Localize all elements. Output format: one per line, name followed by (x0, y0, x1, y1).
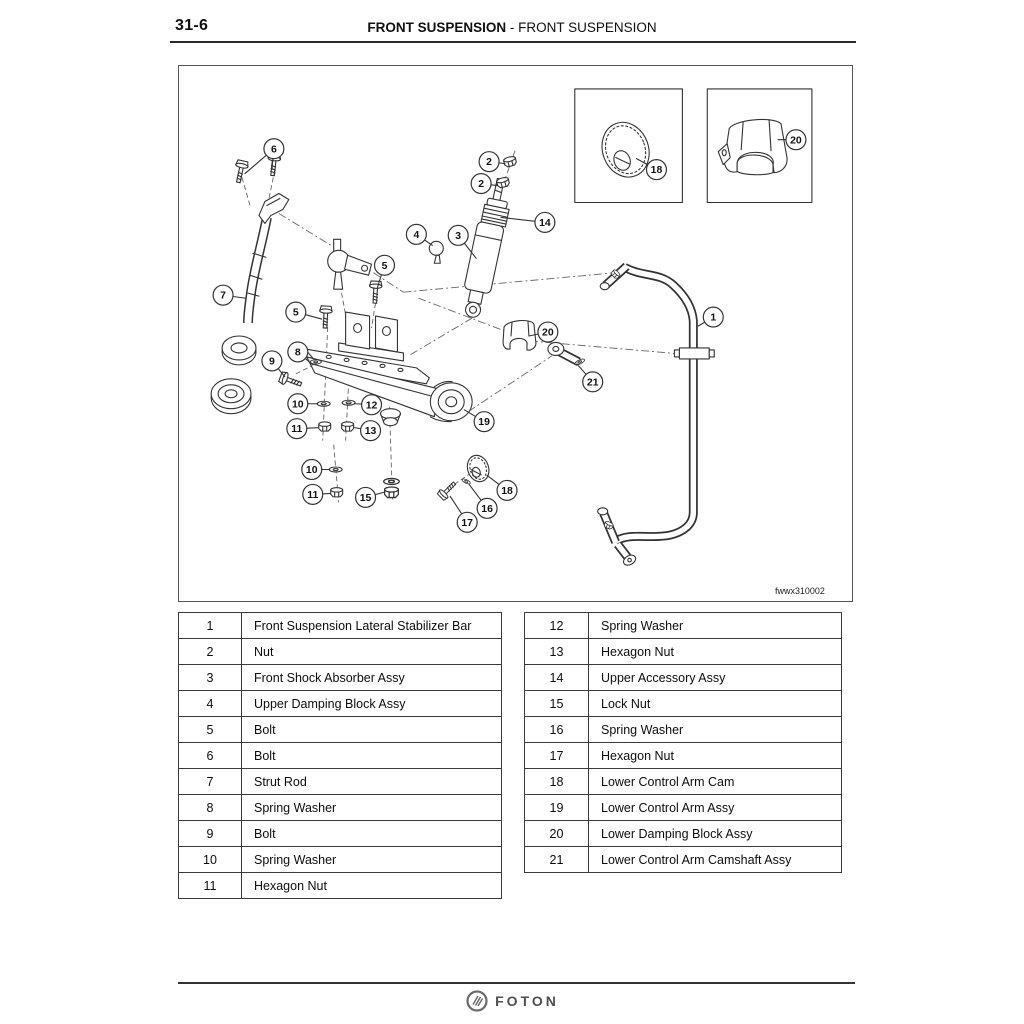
svg-text:19: 19 (478, 417, 490, 429)
figure-code: fwwx310002 (775, 586, 825, 597)
part-name: Spring Washer (589, 613, 842, 639)
svg-text:2: 2 (486, 157, 493, 169)
callout-12 (356, 395, 382, 415)
svg-text:11: 11 (291, 424, 303, 436)
callout-16 (469, 484, 497, 518)
front-suspension-exploded-view (179, 66, 852, 601)
parts-table-row (179, 795, 502, 821)
svg-text:6: 6 (270, 144, 277, 156)
parts-table-row (179, 691, 502, 717)
part-number: 18 (525, 769, 589, 795)
part-number: 2 (179, 639, 242, 665)
part-name: Lock Nut (589, 691, 842, 717)
parts-table-row (179, 613, 502, 639)
parts-table-row (525, 717, 842, 743)
callout-10 (302, 460, 330, 480)
part-number: 4 (179, 691, 242, 717)
hexagon-nut-11a (319, 422, 331, 431)
callout-9 (262, 351, 285, 377)
svg-text:10: 10 (305, 465, 318, 477)
part-number: 3 (179, 665, 242, 691)
parts-table-left-body (179, 613, 502, 899)
callout-19 (464, 410, 494, 432)
strut-rod-bushing-upper (222, 336, 256, 365)
foton-wordmark: FOTON (495, 993, 559, 1009)
parts-table-right (524, 612, 842, 873)
spring-washer-12 (342, 400, 355, 405)
part-name: Lower Control Arm Cam (589, 769, 842, 795)
part-name: Hexagon Nut (589, 743, 842, 769)
svg-text:15: 15 (359, 492, 372, 504)
part-number: 13 (525, 639, 589, 665)
spring-washer-16 (461, 478, 471, 485)
section-title: FRONT SUSPENSION (367, 20, 507, 35)
parts-table-row (179, 639, 502, 665)
callout-11 (303, 484, 331, 504)
header-rule (170, 41, 856, 43)
parts-table-row (525, 743, 842, 769)
part-name: Front Suspension Lateral Stabilizer Bar (242, 613, 502, 639)
bolt-6a (232, 160, 249, 184)
page-title (0, 20, 1024, 35)
callout-14 (501, 212, 555, 232)
svg-text:10: 10 (291, 399, 304, 411)
lower-control-arm-cam-part (464, 452, 492, 484)
svg-text:2: 2 (478, 179, 485, 191)
part-number: 12 (525, 613, 589, 639)
parts-table-row (525, 665, 842, 691)
nut-2a (503, 156, 517, 168)
parts-table-row (525, 795, 842, 821)
svg-text:5: 5 (381, 260, 388, 272)
svg-text:16: 16 (481, 503, 493, 515)
parts-table-row (525, 613, 842, 639)
strut-rod-bushing-lower (211, 379, 251, 414)
projection-lines (242, 151, 680, 503)
parts-table-row (179, 847, 502, 873)
bolt-5a (369, 281, 382, 304)
part-number: 19 (525, 795, 589, 821)
part-number: 11 (179, 873, 242, 899)
parts-table-row (179, 665, 502, 691)
foton-logo-icon (465, 989, 489, 1013)
part-number: 14 (525, 665, 589, 691)
svg-text:11: 11 (307, 489, 319, 501)
svg-text:3: 3 (455, 230, 462, 242)
spring-washer-10b (329, 467, 342, 472)
svg-text:5: 5 (292, 307, 299, 319)
part-number: 17 (525, 743, 589, 769)
parts-table-row (179, 717, 502, 743)
part-name: Lower Control Arm Camshaft Assy (589, 847, 842, 873)
callout-17 (450, 496, 477, 532)
parts-table-row (179, 821, 502, 847)
parts-table-row (525, 639, 842, 665)
callout-18 (487, 475, 517, 500)
page-number: 31-6 (175, 17, 209, 34)
callout-15 (356, 487, 384, 507)
footer-logo (0, 989, 1024, 1013)
callout-3 (448, 225, 476, 258)
part-number: 7 (179, 769, 242, 795)
parts-table-row (179, 873, 502, 899)
parts-table-row (525, 847, 842, 873)
callout-10 (288, 394, 318, 414)
subsection-title: - FRONT SUSPENSION (506, 20, 657, 35)
spring-washer-8 (310, 360, 321, 364)
part-name: Strut Rod (242, 769, 502, 795)
svg-text:18: 18 (501, 485, 513, 497)
callout-1 (698, 307, 723, 327)
strut-rod-part (248, 194, 289, 324)
part-number: 8 (179, 795, 242, 821)
svg-text:14: 14 (539, 218, 551, 230)
svg-text:9: 9 (268, 356, 275, 368)
svg-text:21: 21 (586, 377, 599, 389)
svg-text:20: 20 (790, 135, 802, 147)
part-number: 10 (179, 847, 242, 873)
part-name: Upper Damping Block Assy (242, 691, 502, 717)
svg-text:20: 20 (542, 327, 554, 339)
parts-table-row (179, 769, 502, 795)
footer-rule (178, 982, 855, 984)
callout-2 (471, 174, 497, 194)
part-name: Upper Accessory Assy (589, 665, 842, 691)
parts-table-row (525, 691, 842, 717)
part-number: 16 (525, 717, 589, 743)
part-name: Lower Damping Block Assy (589, 821, 842, 847)
part-number: 15 (525, 691, 589, 717)
part-name: Spring Washer (242, 847, 502, 873)
svg-text:7: 7 (220, 290, 227, 302)
part-name: Hexagon Nut (242, 873, 502, 899)
spring-washer-10a (317, 401, 330, 406)
part-number: 6 (179, 743, 242, 769)
hexagon-nut-11b (331, 488, 343, 497)
part-number: 9 (179, 821, 242, 847)
svg-text:1: 1 (710, 312, 717, 324)
parts-table-right-body (525, 613, 842, 873)
callout-6 (245, 139, 284, 174)
shock-absorber-part (458, 176, 515, 320)
callout-13 (355, 421, 381, 441)
part-name: Spring Washer (242, 795, 502, 821)
part-number: 5 (179, 717, 242, 743)
callout-11 (287, 419, 318, 439)
callout-21 (577, 364, 603, 392)
part-name: Lower Control Arm Assy (589, 795, 842, 821)
svg-text:17: 17 (461, 517, 474, 529)
bolt-17 (437, 479, 459, 501)
parts-table-left (178, 612, 502, 899)
exploded-diagram-figure (178, 65, 853, 602)
bolt-5b (319, 306, 332, 329)
parts-table-row (525, 769, 842, 795)
svg-text:12: 12 (365, 400, 378, 412)
part-name: Bolt (242, 821, 502, 847)
part-number: 21 (525, 847, 589, 873)
svg-text:18: 18 (650, 165, 663, 177)
parts-table-row (525, 821, 842, 847)
inset-damping-block (718, 119, 787, 174)
part-name: Spring Washer (589, 717, 842, 743)
ball-joint-part (328, 239, 372, 289)
svg-text:8: 8 (294, 347, 301, 359)
part-name: Front Shock Absorber Assy (242, 665, 502, 691)
part-name: Nut (242, 639, 502, 665)
callout-7 (213, 285, 245, 305)
part-name: Bolt (242, 717, 502, 743)
callout-2 (479, 152, 505, 172)
part-name: Bolt (242, 743, 502, 769)
parts-table-row (179, 743, 502, 769)
lock-nut-15 (385, 487, 399, 498)
svg-text:4: 4 (413, 229, 420, 241)
svg-text:13: 13 (364, 426, 377, 438)
hexagon-nut-13 (342, 422, 354, 431)
callout-5 (286, 302, 322, 322)
part-number: 1 (179, 613, 242, 639)
stabilizer-bar-part (598, 266, 715, 567)
camshaft-part (548, 342, 585, 365)
part-name: Hexagon Nut (589, 639, 842, 665)
part-number: 20 (525, 821, 589, 847)
callout-4 (406, 224, 432, 245)
arm-bushing-cone (381, 409, 401, 426)
washer-15 (384, 478, 400, 484)
